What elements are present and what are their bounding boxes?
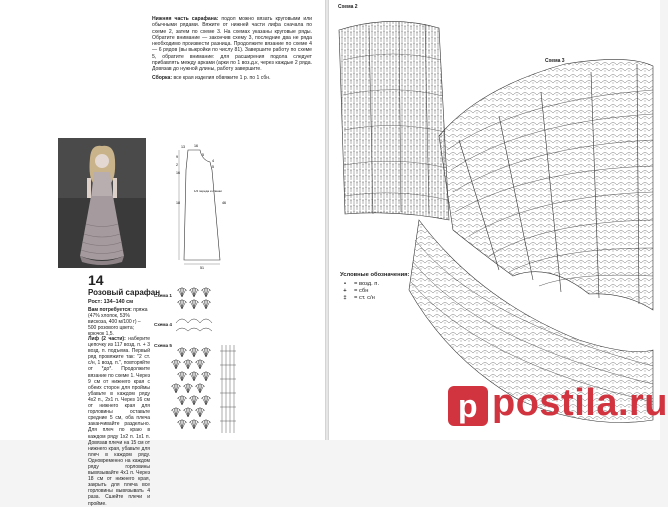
crochet-schemes-drawing	[329, 0, 660, 440]
girl-in-sundress-image	[58, 138, 146, 268]
pattern-part-label: 1/2 переда и спинки	[194, 189, 222, 193]
legend-text: = ст. с/н	[354, 295, 375, 301]
right-page	[329, 0, 668, 440]
project-size: Рост: 134–140 см	[88, 299, 134, 305]
pattern-h3: 16	[176, 171, 180, 175]
scheme-2-drawing	[339, 21, 449, 220]
scheme-1-side-columns	[220, 345, 236, 433]
dc-symbol: ‡	[343, 295, 347, 301]
sewing-pattern-diagram	[176, 140, 228, 270]
scheme-3-drawing	[409, 59, 653, 422]
project-title: Розовый сарафан	[88, 288, 161, 297]
instructions-text: подол можно вязать круговыми или обычными рядами. Вяжите от нижней части лифа сначала по схеме 2, затем по схеме 3. На схемах указаны круговые ряды. Обратите внимание — закончив схему 3, последние два не ряда необходимо произвести разница. Продолжите вязание по схеме 4 — 6 рядов (вы выкройки по числу 81). Завершите работу по схеме 5, обратите внимание: для расширения подола следует прибавлять между арками (арки по 1 воз.д.к, через каждые 2 ряда. Довязав до нужной длины, работу завершите.	[152, 16, 313, 73]
materials-text: пряжа (47% хлопок, 53% вискоза, 400 м/100 г) – 500 розового цвета; крючок 1,5.	[88, 307, 148, 337]
pattern-outline	[184, 150, 220, 260]
pattern-arm2: 5	[202, 153, 204, 157]
pattern-arm1: 13	[181, 145, 185, 149]
bodice-label: Лиф (2 части):	[88, 336, 126, 342]
legend-item	[340, 295, 409, 301]
instructions-heading: Нижняя часть сарафана:	[152, 16, 219, 22]
sc-symbol: +	[343, 288, 347, 294]
assembly-label: Сборка:	[152, 74, 173, 81]
chain-symbol: •	[343, 281, 347, 287]
project-number: 14	[88, 272, 104, 288]
pattern-h4: 18	[176, 201, 180, 205]
model-photo	[58, 138, 146, 268]
pattern-total-height: 46	[222, 201, 226, 205]
bodice-block	[88, 336, 150, 507]
pattern-side1: 4	[212, 159, 214, 163]
scheme-2-label: Схема 2	[338, 4, 358, 10]
bodice-text: наберите цепочку из 117 возд. п. + 3 возд. п. подъема. Первый ряд провяжите так: "2 ст. с/н, 1 возд. п.", повторяйте от *до*. Продолжите вязание по схеме 1. Через 9 см от нижнего края с обеих сторон для проймы убавьте в каждом ряду 4х2 п., 2х1 п. Через 16 см от нижнего края для горловины оставьте средние 5 см, оба плеча заканчивайте раздельно. Для плеч по краю в каждом ряду 1х2 п. 1х1 п. Довязав плечи на 15 см от нижнего края, убавьте для плеч в каждом ряду. Одновременно на каждом ряду горловины вывязывайте 4x1 п. Через 18 см от нижнего края, закрыть для плеча все горловины вывязывать 4 раза. Сшейте плечи и пройме.	[88, 336, 151, 507]
pattern-h2: 2	[176, 163, 178, 167]
left-page	[0, 0, 325, 507]
scheme-1-label: Схема 1	[154, 293, 172, 298]
scheme-3-label: Схема 3	[545, 58, 565, 64]
pattern-top-width: 16	[194, 144, 198, 148]
symbols-legend	[340, 272, 409, 302]
instructions-block	[152, 16, 312, 83]
pattern-bottom-width: 51	[200, 266, 204, 270]
scheme-5-label: Схема 5	[154, 343, 172, 348]
materials-label: Вам потребуется:	[88, 307, 132, 313]
pattern-side2: 5	[212, 165, 214, 169]
watermark-text: postila.ru	[492, 382, 668, 424]
legend-item	[340, 288, 409, 294]
legend-text: = сбн	[354, 288, 369, 294]
scheme-4-label: Схема 4	[154, 322, 172, 327]
postila-logo[interactable]	[448, 384, 668, 427]
materials-block	[88, 307, 148, 337]
legend-item	[340, 281, 409, 287]
postila-logo-icon: p	[448, 386, 488, 426]
scheme-1-chart	[172, 285, 322, 435]
legend-title: Условные обозначения:	[340, 272, 410, 278]
assembly-text: все края изделия обвяжите 1 р. по 1 сбн.	[173, 74, 271, 81]
pattern-h1: 9	[176, 155, 178, 159]
legend-text: = возд. п.	[354, 281, 380, 287]
